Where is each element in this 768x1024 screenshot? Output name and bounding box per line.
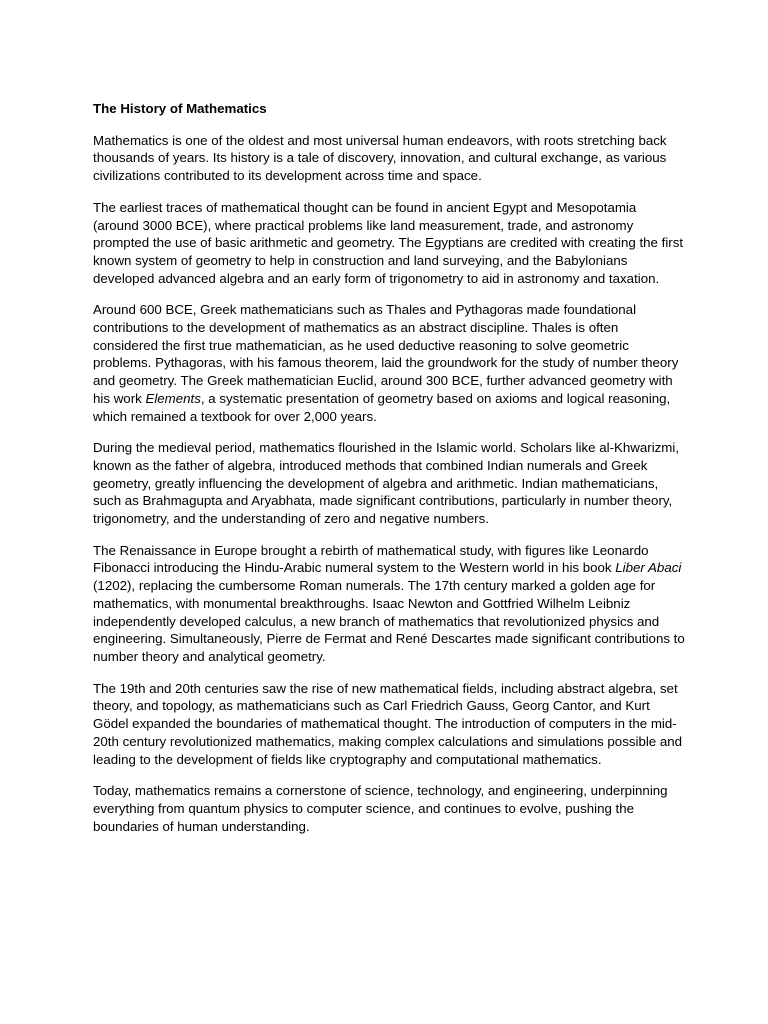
italic-text: Elements bbox=[145, 390, 201, 406]
paragraph bbox=[93, 782, 685, 835]
document-body bbox=[93, 100, 685, 849]
paragraph bbox=[93, 301, 685, 425]
paragraph-text: , a systematic presentation of geometry based on axioms and logical reasoning, which remained a textbook for over 2,000 years. bbox=[93, 390, 671, 424]
paragraph-text: (1202), replacing the cumbersome Roman numerals. The 17th century marked a golden age for mathematics, with monumental breakthroughs. Isaac Newton and Gottfried Wilhelm Leibniz independently developed calculus, a new branch of mathematics that revolutionized physics and engineering. Simultaneously, Pierre de Fermat and René Descartes made significant contributions to number theory and analytical geometry. bbox=[93, 578, 685, 664]
paragraph bbox=[93, 542, 685, 666]
paragraph bbox=[93, 199, 685, 288]
italic-text: Liber Abaci bbox=[615, 560, 682, 576]
paragraph bbox=[93, 680, 685, 769]
paragraph bbox=[93, 439, 685, 528]
paragraph-text: Today, mathematics remains a cornerstone of science, technology, and engineering, underpinning everything from quantum physics to computer science, and continues to evolve, pushing the boundaries of human understanding. bbox=[93, 783, 668, 834]
paragraph-list bbox=[93, 132, 685, 836]
paragraph-text: During the medieval period, mathematics flourished in the Islamic world. Scholars like al-Khwarizmi, known as the father of algebra, introduced methods that combined Indian numerals and Greek geometry, greatly influencing the development of algebra and arithmetic. Indian mathematicians, such as Brahmagupta and Aryabhata, made significant contributions, particularly in number theory, trigonometry, and the understanding of zero and negative numbers. bbox=[93, 440, 680, 527]
paragraph-text: The earliest traces of mathematical thought can be found in ancient Egypt and Mesopotamia (around 3000 BCE), where practical problems like land measurement, trade, and astronomy prompted the use of basic arithmetic and geometry. The Egyptians are credited with creating the first known system of geometry to help in construction and land surveying, and the Babylonians developed advanced algebra and an early form of trigonometry to aid in astronomy and taxation. bbox=[93, 199, 684, 286]
paragraph bbox=[93, 132, 685, 185]
paragraph-text: Mathematics is one of the oldest and most universal human endeavors, with roots stretching back thousands of years. Its history is a tale of discovery, innovation, and cultural exchange, as various civilizations contributed to its development across time and space. bbox=[93, 132, 667, 184]
paragraph-text: Around 600 BCE, Greek mathematicians such as Thales and Pythagoras made foundational contributions to the development of mathematics as an abstract discipline. Thales is often considered the first true mathematician, as he used deductive reasoning to solve geometric problems. Pythagoras, with his famous theorem, laid the groundwork for the study of number theory and geometry. The Greek mathematician Euclid, around 300 BCE, further advanced geometry with his work bbox=[93, 302, 679, 406]
paragraph-text: The 19th and 20th centuries saw the rise of new mathematical fields, including abstract algebra, set theory, and topology, as mathematicians such as Carl Friedrich Gauss, Georg Cantor, and Kurt Gödel expanded the boundaries of mathematical thought. The introduction of computers in the mid-20th century revolutionized mathematics, making complex calculations and simulations possible and leading to the development of fields like cryptography and computational mathematics. bbox=[93, 680, 683, 767]
paragraph-text: The Renaissance in Europe brought a rebirth of mathematical study, with figures like Leonardo Fibonacci introducing the Hindu-Arabic numeral system to the Western world in his book bbox=[93, 542, 649, 576]
document-title: The History of Mathematics bbox=[93, 101, 267, 116]
